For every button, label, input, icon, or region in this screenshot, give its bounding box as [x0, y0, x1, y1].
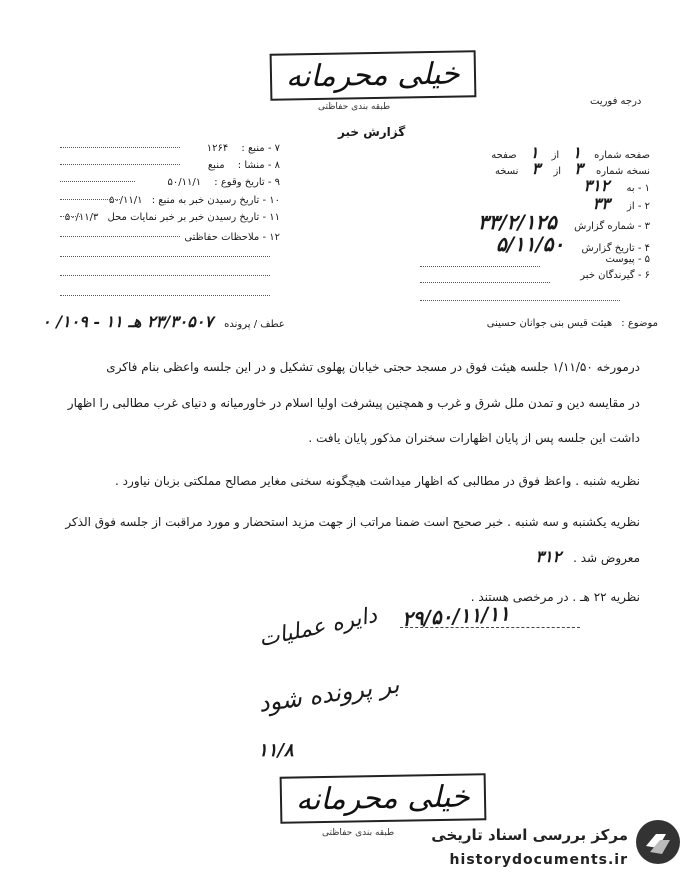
field-label: ۵ - پیوست: [605, 254, 650, 265]
field-label: ۳ - شماره گزارش: [574, 221, 650, 232]
file-label: عطف / پرونده: [224, 319, 285, 330]
field-value: ۵۰/۱۱/۱: [108, 195, 143, 206]
field-security-notes: [184, 232, 280, 243]
field-value: ۱: [572, 143, 581, 162]
field-recipients: [580, 270, 650, 281]
archive-title: مرکز بررسی اسناد تاریخی: [431, 826, 628, 844]
body-line-7: نظریه ۲۲ هـ . در مرخصی هستند .: [470, 590, 640, 604]
field-value: ۵/۱۱/۵۰: [495, 232, 565, 256]
field-arrival-to-source: [109, 195, 280, 206]
body-line-6-text: معروض شد .: [573, 551, 640, 565]
field-suffix-end: صفحه: [491, 150, 517, 161]
field-label: ۸ - منشا :: [237, 160, 280, 171]
field-value: ۳۱۲: [583, 176, 610, 195]
field-label: ۱ - به: [626, 183, 650, 194]
handwritten-number: ۳۱۲: [535, 547, 562, 566]
field-suffix-value: ۱: [529, 143, 539, 162]
field-label: ۹ - تاریخ وقوع :: [214, 177, 280, 188]
file-reference: [42, 312, 285, 331]
field-value: ۵۰/۱۱/۳: [64, 212, 99, 223]
field-arrival-to-office: [65, 212, 280, 223]
field-label: نسخه شماره: [596, 166, 650, 177]
field-suffix-label: از: [551, 150, 560, 161]
field-label: ۱۲ - ملاحظات حفاظتی: [184, 232, 280, 243]
field-to: [584, 176, 650, 195]
body-line-4: نظریه شنبه . واعظ فوق در مطالبی که اظهار میداشت هیچگونه سخنی مغایر مصالح مملکتی بزبان نیاورد .: [115, 474, 640, 488]
field-value: ۳: [574, 159, 583, 178]
report-title: گزارش خبر: [338, 125, 406, 139]
file-number: ۲۳/۳۰۵۰۷ هـ ۱۱ - ۱۰۹/ ۰: [42, 312, 214, 331]
urgency-label: درجه فوریت: [590, 96, 642, 107]
subject-text: هیئت قیس بنی جوانان حسینی: [486, 318, 613, 329]
field-value: ۱۲۶۴: [206, 143, 229, 154]
body-line-1: درمورخه ۱/۱۱/۵۰ جلسه هیئت فوق در مسجد حجتی خیابان پهلوی تشکیل و در این جلسه واعظی بنام فاکری: [106, 360, 640, 374]
annotation-file: بر پرونده شود: [256, 670, 402, 718]
handwritten-reference: ۲۹/۵۰/۱۱/۱۱: [401, 601, 511, 631]
field-suffix-label: از: [553, 166, 562, 177]
field-label: ۴ - تاریخ گزارش: [581, 243, 650, 254]
field-label: صفحه شماره: [594, 150, 650, 161]
annotation-date: ۱۱/۸: [258, 740, 294, 761]
field-suffix-end: نسخه: [494, 166, 519, 177]
field-report-number: [478, 210, 650, 234]
field-event-date: [168, 177, 281, 188]
field-label: ۱۱ - تاریخ رسیدن خبر بر خبر نمایات محل: [107, 212, 280, 223]
field-report-date: [496, 232, 650, 256]
field-value: ۳۳: [592, 194, 610, 213]
field-origin: [208, 160, 280, 171]
field-label: ۷ - منبع :: [241, 143, 280, 154]
classification-label-bottom: طبقه بندی حفاظتی: [322, 828, 395, 838]
body-line-2: در مقایسه دین و تمدن ملل شرق و غرب و همچنین پیشرفت اولیا اسلام در خاورمیانه و دنیای غرب مطالبی را اظهار: [67, 396, 640, 410]
archive-logo-icon: [634, 818, 682, 866]
field-label: ۶ - گیرندگان خبر: [580, 270, 650, 281]
body-line-6: [535, 547, 640, 566]
annotation-operations: دایره عملیات: [256, 602, 380, 653]
classification-stamp-bottom: خیلی محرمانه: [280, 773, 486, 824]
field-value: ۵۰/۱۱/۱: [167, 177, 202, 188]
field-value: ۳۳/۲/۱۲۵: [477, 210, 557, 234]
body-line-3: داشت این جلسه پس از پایان اظهارات سخنران مذکور پایان یافت .: [308, 431, 640, 445]
classification-label-top: طبقه بندی حفاظتی: [318, 102, 391, 112]
field-suffix-value: ۳: [531, 159, 541, 178]
subject-label: موضوع :: [621, 318, 658, 329]
field-label: ۱۰ - تاریخ رسیدن خبر به منبع :: [151, 195, 280, 206]
field-label: ۲ - از: [627, 201, 650, 212]
field-value: منبع: [207, 160, 225, 171]
archive-url[interactable]: historydocuments.ir: [449, 852, 628, 868]
classification-stamp-top: خیلی محرمانه: [270, 50, 476, 101]
field-attachment: [605, 254, 650, 265]
subject-line: [487, 318, 658, 329]
body-line-5: نظریه یکشنبه و سه شنبه . خبر صحیح است ضمنا مراتب از جهت مزید استحضار و مورد مراقبت از جلسه فوق الذکر: [65, 515, 640, 529]
field-source: [207, 143, 280, 154]
